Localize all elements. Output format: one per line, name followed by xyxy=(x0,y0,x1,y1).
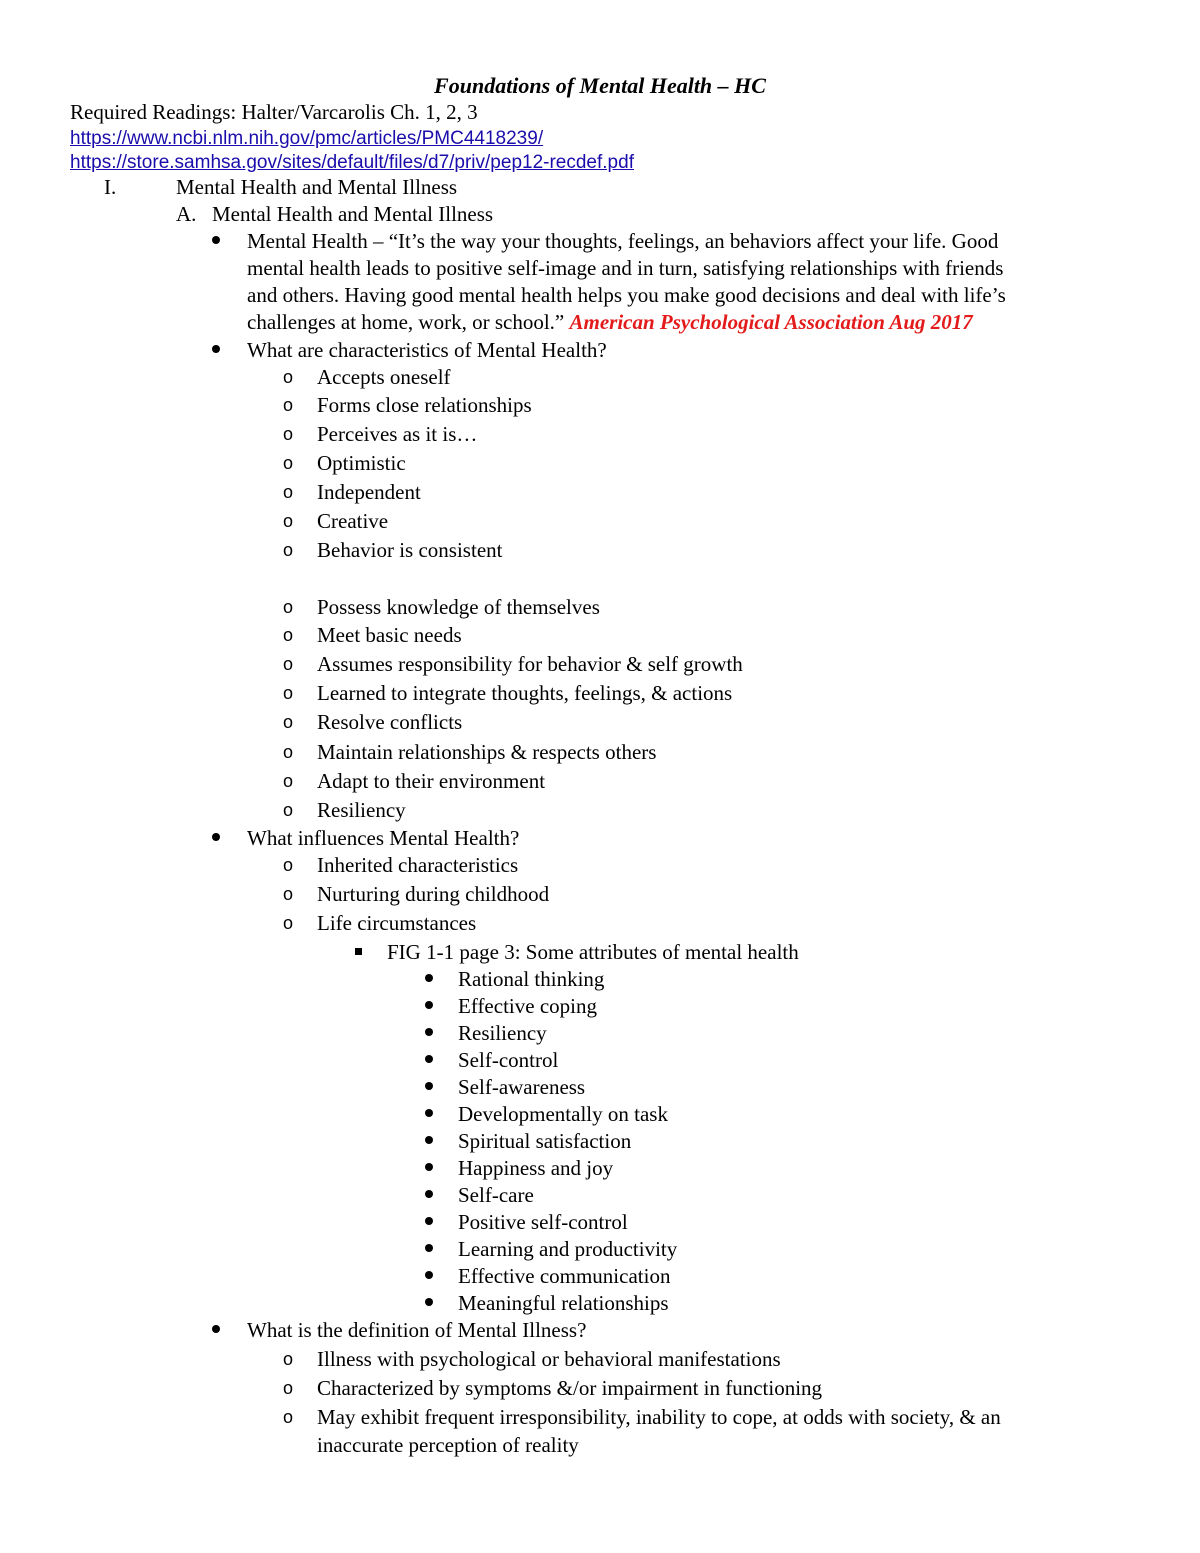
bullet-icon xyxy=(425,1298,433,1306)
influences-question: What influences Mental Health? xyxy=(247,826,520,850)
list-item: May exhibit frequent irresponsibility, inability to cope, at odds with society, & an xyxy=(317,1405,1001,1429)
circle-bullet-icon: o xyxy=(283,424,294,444)
list-item: Life circumstances xyxy=(317,911,477,935)
circle-bullet-icon: o xyxy=(283,511,294,531)
list-item: Effective communication xyxy=(458,1264,671,1288)
circle-bullet-icon: o xyxy=(283,884,294,904)
list-item: Self-awareness xyxy=(458,1075,586,1099)
circle-bullet-icon: o xyxy=(283,683,294,703)
list-item: Nurturing during childhood xyxy=(317,882,550,906)
list-item: Developmentally on task xyxy=(458,1102,668,1126)
list-item: Resiliency xyxy=(317,798,406,822)
list-item: Positive self-control xyxy=(458,1210,628,1234)
list-item: Effective coping xyxy=(458,994,597,1018)
list-item: Spiritual satisfaction xyxy=(458,1129,632,1153)
circle-bullet-icon: o xyxy=(283,597,294,617)
list-item: Optimistic xyxy=(317,451,406,475)
circle-bullet-icon: o xyxy=(283,367,294,387)
list-item: Meaningful relationships xyxy=(458,1291,669,1315)
list-item: Learning and productivity xyxy=(458,1237,678,1261)
circle-bullet-icon: o xyxy=(283,482,294,502)
bullet-icon xyxy=(425,1109,433,1117)
list-item: Characterized by symptoms &/or impairment in functioning xyxy=(317,1376,823,1400)
bullet-icon xyxy=(425,1028,433,1036)
bullet-icon xyxy=(425,1055,433,1063)
fig-label: FIG 1-1 page 3: Some attributes of mental health xyxy=(387,940,799,964)
list-item: Adapt to their environment xyxy=(317,769,546,793)
section-numeral: I. xyxy=(104,175,117,199)
list-item: Forms close relationships xyxy=(317,393,532,417)
list-item: Illness with psychological or behavioral manifestations xyxy=(317,1347,781,1371)
section-heading: Mental Health and Mental Illness xyxy=(176,175,458,199)
circle-bullet-icon: o xyxy=(283,453,294,473)
ncbi-link[interactable]: https://www.ncbi.nlm.nih.gov/pmc/articles/PMC4418239/ xyxy=(70,128,544,149)
circle-bullet-icon: o xyxy=(283,742,294,762)
bullet-icon xyxy=(425,1217,433,1225)
circle-bullet-icon: o xyxy=(283,540,294,560)
bullet-icon xyxy=(425,1082,433,1090)
required-readings: Required Readings: Halter/Varcarolis Ch. 1, 2, 3 xyxy=(70,100,478,124)
list-item: Meet basic needs xyxy=(317,623,462,647)
list-item: Resolve conflicts xyxy=(317,710,463,734)
square-bullet-icon xyxy=(355,948,362,955)
definition-line-last xyxy=(247,309,973,336)
list-item: Self-care xyxy=(458,1183,534,1207)
bullet-icon xyxy=(425,1136,433,1144)
circle-bullet-icon: o xyxy=(283,913,294,933)
bullet-icon xyxy=(425,1001,433,1009)
list-item: Learned to integrate thoughts, feelings, & actions xyxy=(317,681,733,705)
page-title: Foundations of Mental Health – HC xyxy=(434,73,766,98)
circle-bullet-icon: o xyxy=(283,800,294,820)
circle-bullet-icon: o xyxy=(283,395,294,415)
list-item: Possess knowledge of themselves xyxy=(317,595,600,619)
bullet-icon xyxy=(212,345,220,353)
bullet-icon xyxy=(212,236,220,244)
circle-bullet-icon: o xyxy=(283,1378,294,1398)
bullet-icon xyxy=(425,1190,433,1198)
circle-bullet-icon: o xyxy=(283,855,294,875)
bullet-icon xyxy=(212,833,220,841)
circle-bullet-icon: o xyxy=(283,1407,294,1427)
bullet-icon xyxy=(425,974,433,982)
bullet-icon xyxy=(425,1271,433,1279)
circle-bullet-icon: o xyxy=(283,625,294,645)
illness-question: What is the definition of Mental Illness? xyxy=(247,1318,587,1342)
list-item: Resiliency xyxy=(458,1021,547,1045)
bullet-icon xyxy=(212,1325,220,1333)
list-item: Perceives as it is… xyxy=(317,422,478,446)
list-item: Behavior is consistent xyxy=(317,538,503,562)
list-item: Creative xyxy=(317,509,389,533)
subsection-heading: Mental Health and Mental Illness xyxy=(212,202,494,226)
definition-source: American Psychological Association Aug 2017 xyxy=(569,310,973,334)
list-item: Happiness and joy xyxy=(458,1156,614,1180)
bullet-icon xyxy=(425,1163,433,1171)
definition-line: Mental Health – “It’s the way your thoughts, feelings, an behaviors affect your life. Good xyxy=(247,229,999,253)
circle-bullet-icon: o xyxy=(283,771,294,791)
circle-bullet-icon: o xyxy=(283,654,294,674)
list-item: Maintain relationships & respects others xyxy=(317,740,657,764)
list-item: Independent xyxy=(317,480,421,504)
list-item: Accepts oneself xyxy=(317,365,451,389)
definition-line: mental health leads to positive self-image and in turn, satisfying relationships with friends xyxy=(247,256,1004,280)
subsection-letter: A. xyxy=(176,202,197,226)
definition-line: and others. Having good mental health helps you make good decisions and deal with life’s xyxy=(247,283,1006,307)
characteristics-question: What are characteristics of Mental Health? xyxy=(247,338,607,362)
list-item: Rational thinking xyxy=(458,967,605,991)
circle-bullet-icon: o xyxy=(283,1349,294,1369)
circle-bullet-icon: o xyxy=(283,712,294,732)
bullet-icon xyxy=(425,1244,433,1252)
list-item: Inherited characteristics xyxy=(317,853,519,877)
list-item: Assumes responsibility for behavior & self growth xyxy=(317,652,743,676)
list-item: Self-control xyxy=(458,1048,559,1072)
list-item-continuation: inaccurate perception of reality xyxy=(317,1433,579,1457)
definition-text: challenges at home, work, or school.” xyxy=(247,310,565,334)
samhsa-link[interactable]: https://store.samhsa.gov/sites/default/files/d7/priv/pep12-recdef.pdf xyxy=(70,152,634,173)
